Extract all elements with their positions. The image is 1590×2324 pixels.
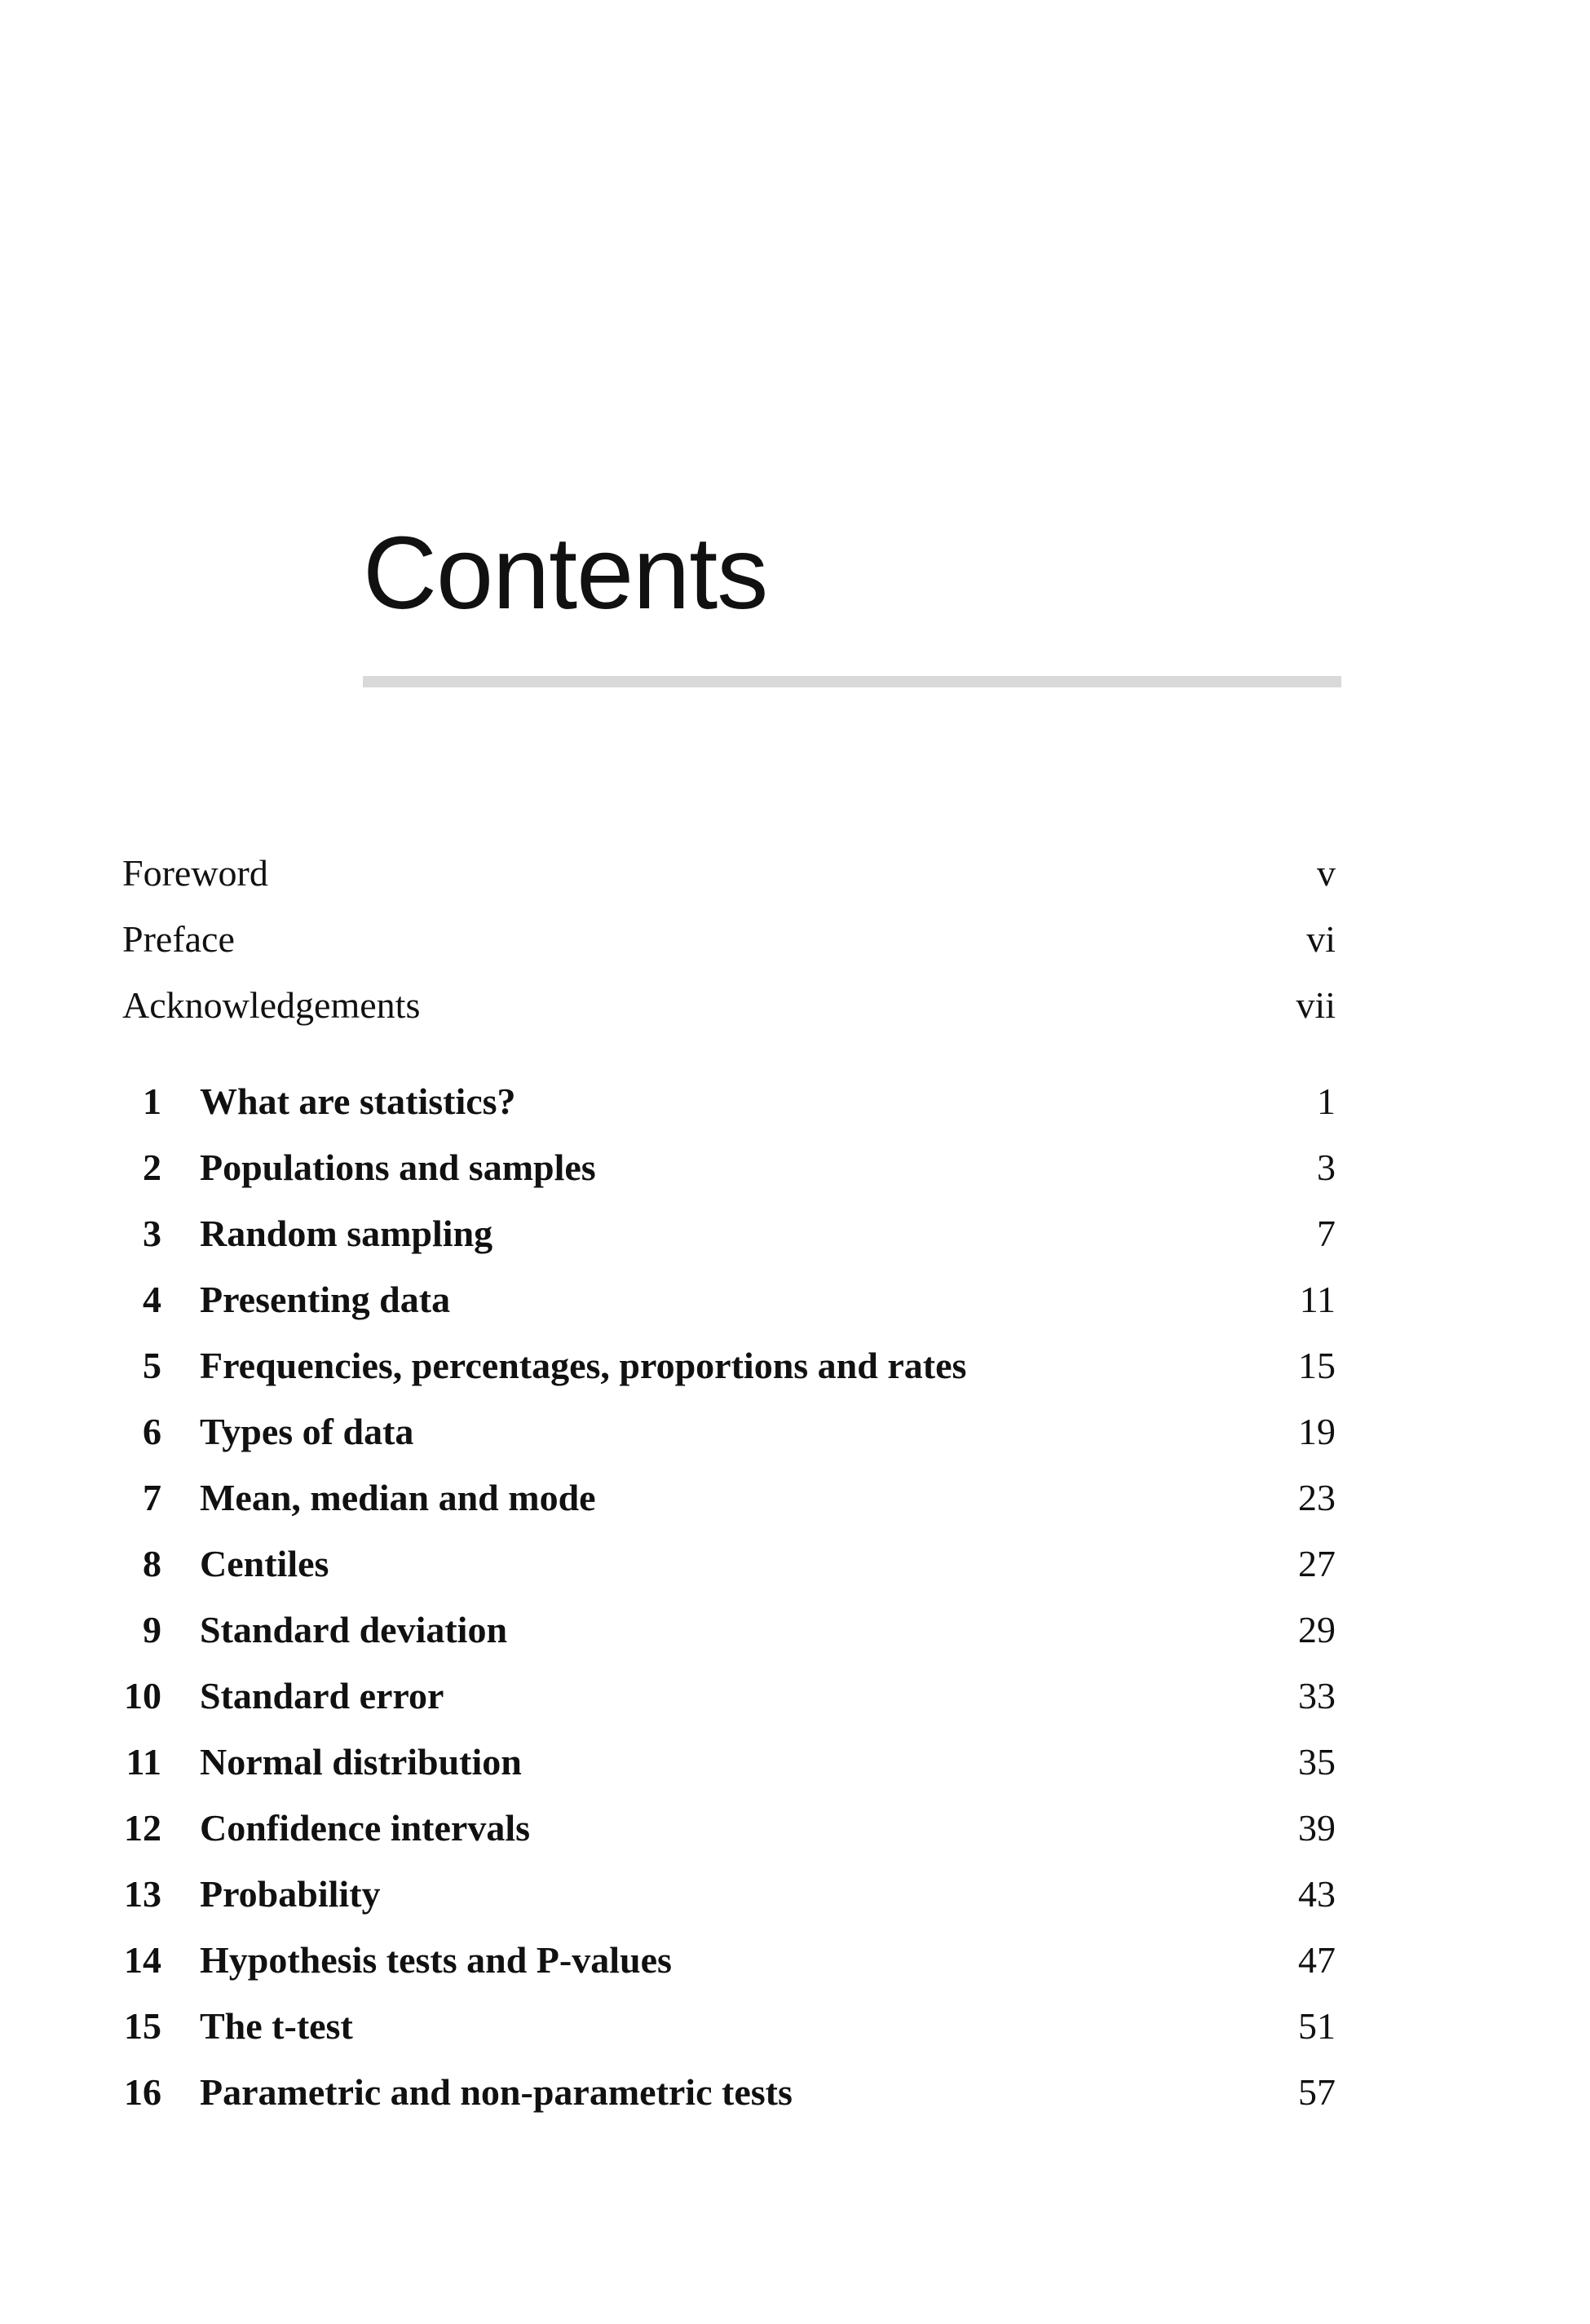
toc-entry-preface[interactable] <box>122 906 1336 972</box>
chapter-number: 5 <box>143 1345 161 1386</box>
chapter-title: Hypothesis tests and P-values <box>200 1939 672 1981</box>
chapter-page: 33 <box>1298 1675 1336 1716</box>
chapter-page: 47 <box>1298 1939 1336 1981</box>
chapter-number: 11 <box>126 1741 161 1783</box>
chapter-page: 23 <box>1298 1477 1336 1518</box>
chapter-page: 43 <box>1298 1873 1336 1915</box>
chapter-title: Presenting data <box>200 1279 451 1320</box>
chapter-page: 27 <box>1298 1543 1336 1584</box>
entry-page: v <box>1317 852 1336 894</box>
entry-page: vi <box>1306 918 1336 960</box>
toc-chapter-9[interactable] <box>122 1597 1336 1663</box>
toc-chapter-13[interactable] <box>122 1861 1336 1927</box>
chapter-number: 8 <box>143 1543 161 1584</box>
toc-chapter-11[interactable] <box>122 1729 1336 1795</box>
chapter-number: 10 <box>124 1675 161 1716</box>
chapter-page: 1 <box>1317 1080 1336 1122</box>
chapter-title: Centiles <box>200 1543 329 1584</box>
toc-chapter-4[interactable] <box>122 1266 1336 1332</box>
chapter-title: Confidence intervals <box>200 1807 531 1849</box>
chapter-page: 51 <box>1298 2005 1336 2047</box>
toc-entry-foreword[interactable] <box>122 840 1336 906</box>
entry-title: Acknowledgements <box>122 984 421 1026</box>
entry-title: Preface <box>122 918 235 960</box>
chapter-number: 16 <box>124 2071 161 2113</box>
chapter-title: Mean, median and mode <box>200 1477 596 1518</box>
toc-chapter-2[interactable] <box>122 1134 1336 1200</box>
chapter-title: Parametric and non-parametric tests <box>200 2071 793 2113</box>
chapter-number: 12 <box>124 1807 161 1849</box>
toc-chapter-16[interactable] <box>122 2059 1336 2125</box>
chapter-page: 39 <box>1298 1807 1336 1849</box>
chapter-title: Probability <box>200 1873 381 1915</box>
chapter-number: 9 <box>143 1609 161 1650</box>
chapter-title: Normal distribution <box>200 1741 522 1783</box>
toc-chapter-3[interactable] <box>122 1200 1336 1266</box>
toc-chapter-8[interactable] <box>122 1531 1336 1597</box>
chapter-number: 6 <box>143 1411 161 1452</box>
chapter-title: Types of data <box>200 1411 414 1452</box>
toc-chapter-7[interactable] <box>122 1465 1336 1531</box>
chapter-list <box>122 1068 1336 2125</box>
front-matter-list <box>122 840 1336 1038</box>
toc-chapter-14[interactable] <box>122 1927 1336 1993</box>
toc-chapter-6[interactable] <box>122 1398 1336 1465</box>
toc-chapter-1[interactable] <box>122 1068 1336 1134</box>
chapter-page: 35 <box>1298 1741 1336 1783</box>
chapter-number: 4 <box>143 1279 161 1320</box>
chapter-page: 15 <box>1298 1345 1336 1386</box>
chapter-page: 7 <box>1317 1213 1336 1254</box>
chapter-number: 1 <box>143 1080 161 1122</box>
chapter-number: 2 <box>143 1147 161 1188</box>
chapter-page: 11 <box>1299 1279 1336 1320</box>
chapter-number: 7 <box>143 1477 161 1518</box>
chapter-title: Standard deviation <box>200 1609 508 1650</box>
chapter-title: Standard error <box>200 1675 444 1716</box>
toc-entry-acknowledgements[interactable] <box>122 972 1336 1038</box>
page-title: Contents <box>363 515 768 630</box>
chapter-title: Random sampling <box>200 1213 493 1254</box>
chapter-number: 14 <box>124 1939 161 1981</box>
entry-title: Foreword <box>122 852 268 894</box>
toc-chapter-10[interactable] <box>122 1663 1336 1729</box>
chapter-title: Populations and samples <box>200 1147 596 1188</box>
chapter-page: 19 <box>1298 1411 1336 1452</box>
chapter-title: The t-test <box>200 2005 353 2047</box>
chapter-title: What are statistics? <box>200 1080 516 1122</box>
chapter-number: 13 <box>124 1873 161 1915</box>
chapter-title: Frequencies, percentages, proportions and rates <box>200 1345 967 1386</box>
chapter-page: 57 <box>1298 2071 1336 2113</box>
title-rule <box>363 676 1341 687</box>
toc-chapter-5[interactable] <box>122 1332 1336 1398</box>
chapter-number: 3 <box>143 1213 161 1254</box>
chapter-number: 15 <box>124 2005 161 2047</box>
chapter-page: 29 <box>1298 1609 1336 1650</box>
chapter-page: 3 <box>1317 1147 1336 1188</box>
entry-page: vii <box>1296 984 1336 1026</box>
toc-chapter-12[interactable] <box>122 1795 1336 1861</box>
toc-chapter-15[interactable] <box>122 1993 1336 2059</box>
